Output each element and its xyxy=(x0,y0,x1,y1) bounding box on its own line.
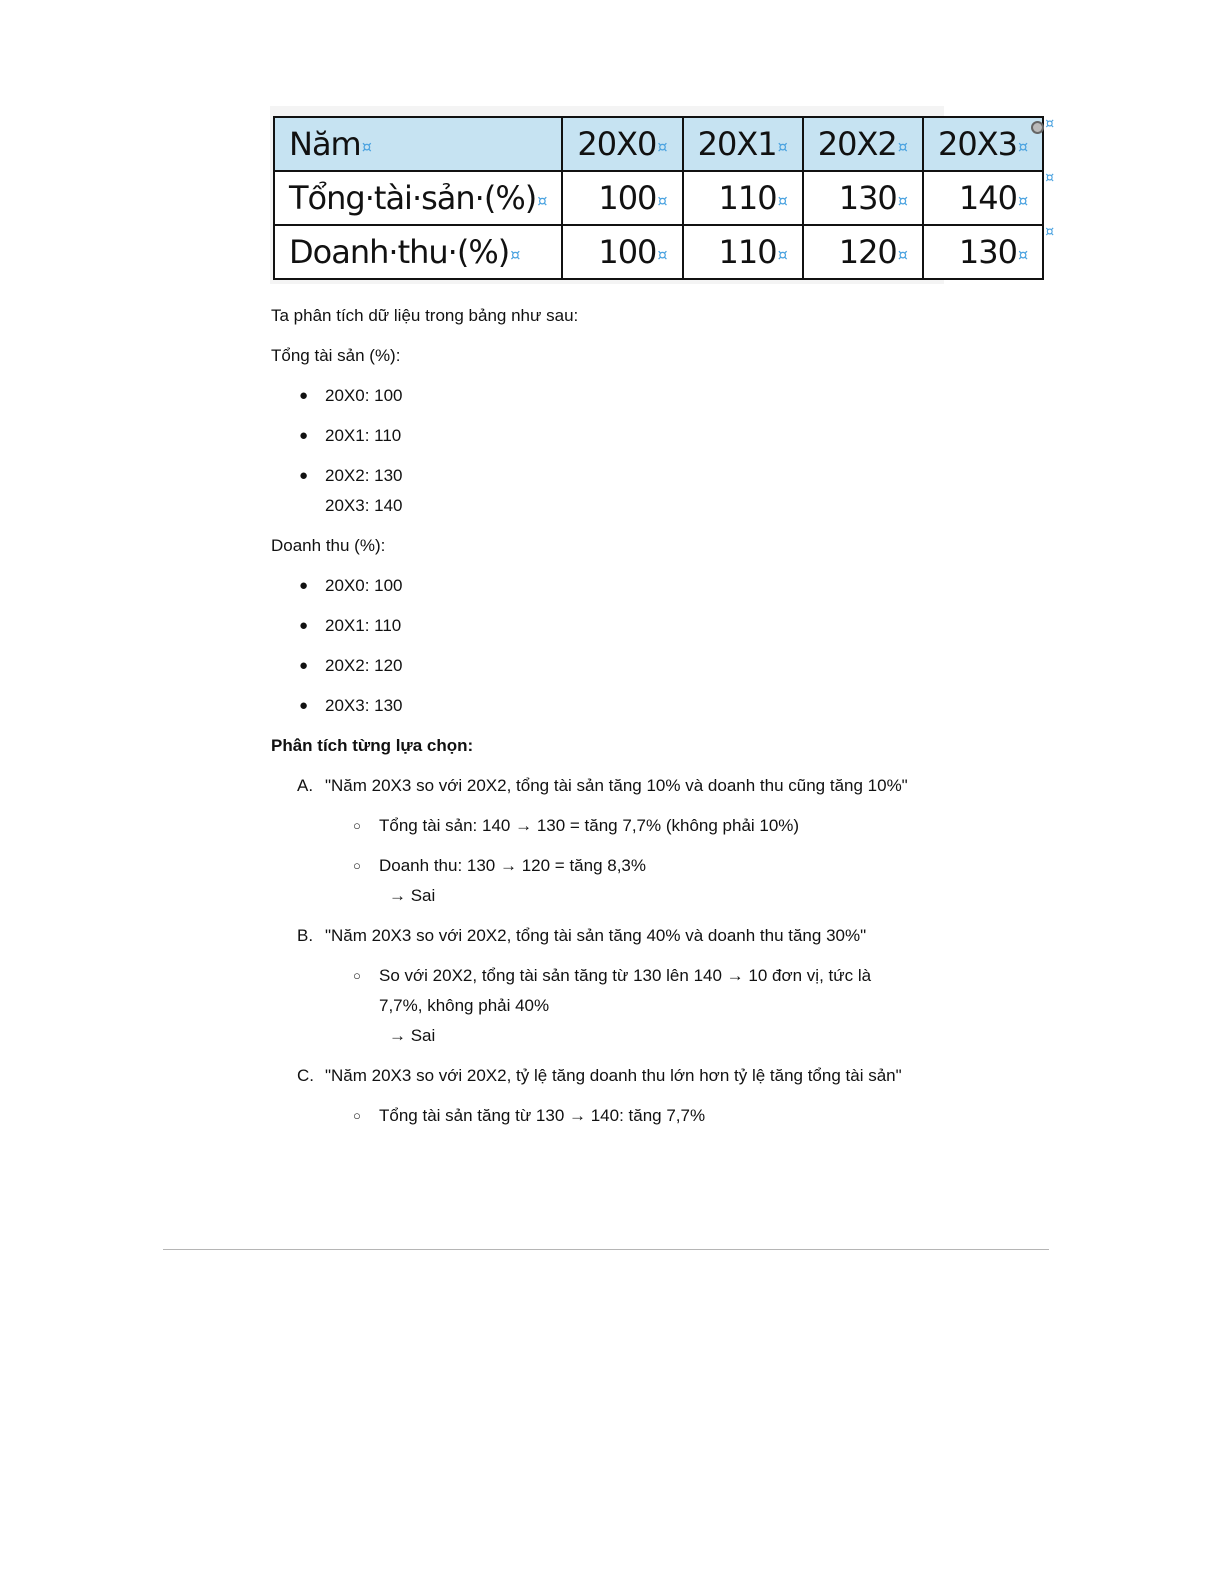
option-c-points xyxy=(325,1104,971,1128)
circle-bullet-icon: ○ xyxy=(353,818,361,833)
table-cell: 100¤ xyxy=(562,225,682,279)
revenue-list xyxy=(271,574,971,718)
table-cell: 100¤ xyxy=(562,171,682,225)
intro-paragraph: Ta phân tích dữ liệu trong bảng như sau: xyxy=(271,306,579,325)
table-header-row xyxy=(274,117,1043,171)
bullet-icon: ● xyxy=(299,657,309,674)
list-item: ○ Tổng tài sản tăng từ 130 → 140: tăng 7,7% xyxy=(325,1104,971,1128)
table-cell: 130¤ ¤ xyxy=(923,225,1043,279)
page-divider xyxy=(163,1249,1049,1250)
bullet-icon: ● xyxy=(299,617,309,634)
document-body xyxy=(271,304,971,1144)
table-header-cell: 20X0¤ xyxy=(562,117,682,171)
table-header-cell: 20X1¤ xyxy=(683,117,803,171)
analysis-heading: Phân tích từng lựa chọn: xyxy=(271,736,474,755)
data-table xyxy=(273,116,1055,280)
option-c: C. "Năm 20X3 so với 20X2, tỷ lệ tăng doanh thu lớn hơn tỷ lệ tăng tổng tài sản" ○ Tổng tài sản tăng từ 130 → 140: tăng 7,7% xyxy=(271,1064,971,1128)
data-table-image xyxy=(270,106,1055,284)
table-cell: 130¤ xyxy=(803,171,923,225)
circle-bullet-icon: ○ xyxy=(353,1108,361,1123)
list-item: ○ So với 20X2, tổng tài sản tăng từ 130 lên 140 → 10 đơn vị, tức là 7,7%, không phải 40% → Sai xyxy=(325,964,971,1048)
list-item: ● 20X1: 110 xyxy=(271,614,971,638)
table-cell: Doanh·thu·(%)¤ xyxy=(274,225,562,279)
list-item: ● 20X0: 100 xyxy=(271,384,971,408)
table-header-cell: Năm¤ xyxy=(274,117,562,171)
table-row xyxy=(274,171,1043,225)
table-resize-handle xyxy=(1031,121,1044,134)
table-header-cell: 20X2¤ xyxy=(803,117,923,171)
assets-heading: Tổng tài sản (%): xyxy=(271,346,401,365)
table-header-cell: 20X3¤ ¤ xyxy=(923,117,1043,171)
list-item: 20X3: 140 xyxy=(325,496,403,515)
verdict: → Sai xyxy=(389,886,436,905)
table-cell: 140¤ ¤ xyxy=(923,171,1043,225)
list-item: ○ Tổng tài sản: 140 → 130 = tăng 7,7% (không phải 10%) xyxy=(325,814,971,838)
option-a: A. "Năm 20X3 so với 20X2, tổng tài sản tăng 10% và doanh thu cũng tăng 10%" ○ Tổng tài sản: 140 → 130 = tăng 7,7% (không phải 10%) ○ Doanh thu: 130 → 120 = tăng 8,3% → Sai xyxy=(271,774,971,908)
table-row xyxy=(274,225,1043,279)
list-item: ● 20X0: 100 xyxy=(271,574,971,598)
bullet-icon: ● xyxy=(299,467,309,484)
verdict: → Sai xyxy=(389,1026,436,1045)
table-cell: 120¤ xyxy=(803,225,923,279)
table-cell: Tổng·tài·sản·(%)¤ xyxy=(274,171,562,225)
options-list xyxy=(271,774,971,1128)
circle-bullet-icon: ○ xyxy=(353,968,361,983)
circle-bullet-icon: ○ xyxy=(353,858,361,873)
bullet-icon: ● xyxy=(299,427,309,444)
assets-list xyxy=(271,384,971,518)
revenue-heading: Doanh thu (%): xyxy=(271,536,386,555)
list-item: ● 20X1: 110 xyxy=(271,424,971,448)
table-cell: 110¤ xyxy=(683,171,803,225)
list-item: ● 20X2: 120 xyxy=(271,654,971,678)
list-item: ○ Doanh thu: 130 → 120 = tăng 8,3% → Sai xyxy=(325,854,971,908)
option-b-points xyxy=(325,964,971,1048)
list-item: ● 20X2: 130 xyxy=(271,464,971,488)
bullet-icon: ● xyxy=(299,577,309,594)
table-cell: 110¤ xyxy=(683,225,803,279)
bullet-icon: ● xyxy=(299,697,309,714)
option-a-points xyxy=(325,814,971,908)
list-item: ● 20X3: 130 xyxy=(271,694,971,718)
option-b: B. "Năm 20X3 so với 20X2, tổng tài sản tăng 40% và doanh thu tăng 30%" ○ So với 20X2, tổng tài sản tăng từ 130 lên 140 → 10 đơn vị, tức là 7,7%, không phải 40% → Sai xyxy=(271,924,971,1048)
bullet-icon: ● xyxy=(299,387,309,404)
